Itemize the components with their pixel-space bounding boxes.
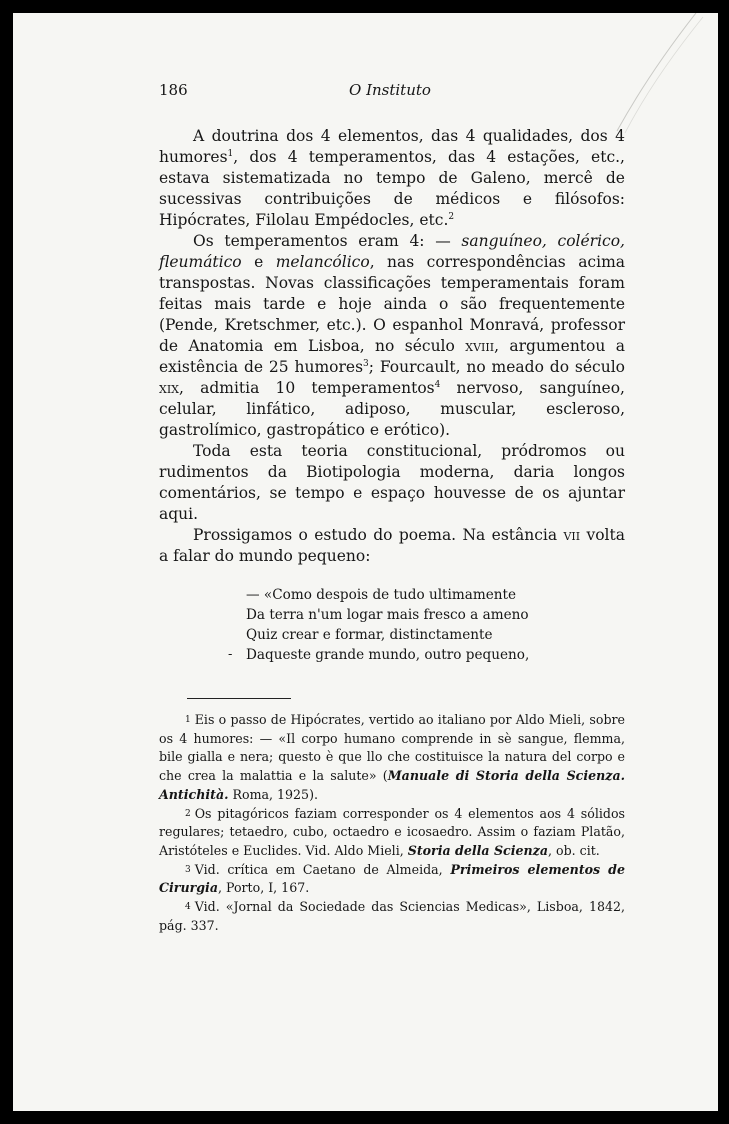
verse-line: Daqueste grande mundo, outro pequeno,: [246, 647, 530, 663]
main-text: [159, 126, 625, 567]
verse-quote: [228, 585, 530, 665]
margin-mark: -: [228, 647, 233, 662]
footnote-ref-1: 1: [227, 148, 234, 159]
book-page: [13, 13, 718, 1111]
footnote-2: 2 Os pitagóricos faziam corresponder os 4 elementos aos 4 sólidos regulares; tetaedro, cubo, octaedro e icosaedro. Assim o faziam Platão, Aristóteles e Euclides. Vid. Aldo Mieli, Storia della Scienza, ob. cit.: [159, 805, 625, 858]
verse-line: Quiz crear e formar, distinctamente: [246, 627, 493, 643]
page-number: 186: [159, 81, 188, 99]
paragraph-3: Toda esta teoria constitucional, pródromos ou rudimentos da Biotipologia moderna, daria longos comentários, se tempo e espaço houvesse de os ajuntar aqui.: [159, 442, 625, 523]
footnote-3: 3 Vid. crítica em Caetano de Almeida, Primeiros elementos de Cirurgia, Porto, I, 167.: [159, 861, 626, 896]
footnotes: [159, 711, 625, 935]
footnote-4: 4 Vid. «Jornal da Sociedade das Sciencias Medicas», Lisboa, 1842, pág. 337.: [159, 899, 625, 933]
footnote-separator: [187, 698, 291, 699]
verse-line: Da terra n'um logar mais fresco a ameno: [246, 607, 529, 623]
verse-line: — «Como despois de tudo ultimamente: [246, 587, 517, 603]
paragraph-4: Prossigamos o estudo do poema. Na estância vii volta a falar do mundo pequeno:: [159, 526, 625, 565]
footnote-ref-4: 4: [434, 379, 441, 390]
footnote-ref-3: 3: [363, 358, 369, 369]
paragraph-1: A doutrina dos 4 elementos, das 4 qualidades, dos 4 humores$^1$, dos 4 temperamentos, das 4 estações, etc., estava sistematizada no tempo de Galeno, mercê de sucessivas contribuições de médicos e filósofos: Hipócrates, Filolau Empédocles, etc.$^2$: [159, 127, 625, 229]
footnote-1: 1 Eis o passo de Hipócrates, vertido ao italiano por Aldo Mieli, sobre os 4 humores: — «Il corpo humano comprende in sè sangue, flemma, bile gialla e nera; questo è que llo che costituisce la natura del corpo e che crea la malattia e la salute» (Manuale di Storia della Scienza. Antichità. Roma, 1925).: [159, 712, 625, 802]
running-title: O Instituto: [349, 81, 431, 99]
footnote-ref-2: 2: [448, 211, 455, 222]
paragraph-2: Os temperamentos eram 4: — sanguíneo, colérico, fleumático e melancólico, nas correspondências acima transpostas. Novas classificações temperamentais foram feitas mais tarde e hoje ainda o são frequentemente (Pende, Kretschmer, etc.). O espanhol Monravá, professor de Anatomia em Lisboa, no século xviii, argumentou a existência de 25 humores$^3$; Fourcault, no meado do século xix, admitia 10 temperamentos$^4$ nervoso, sanguíneo, celular, linfático, adiposo, muscular, escleroso, gastrolímico, gastropático e erótico).: [159, 232, 626, 439]
